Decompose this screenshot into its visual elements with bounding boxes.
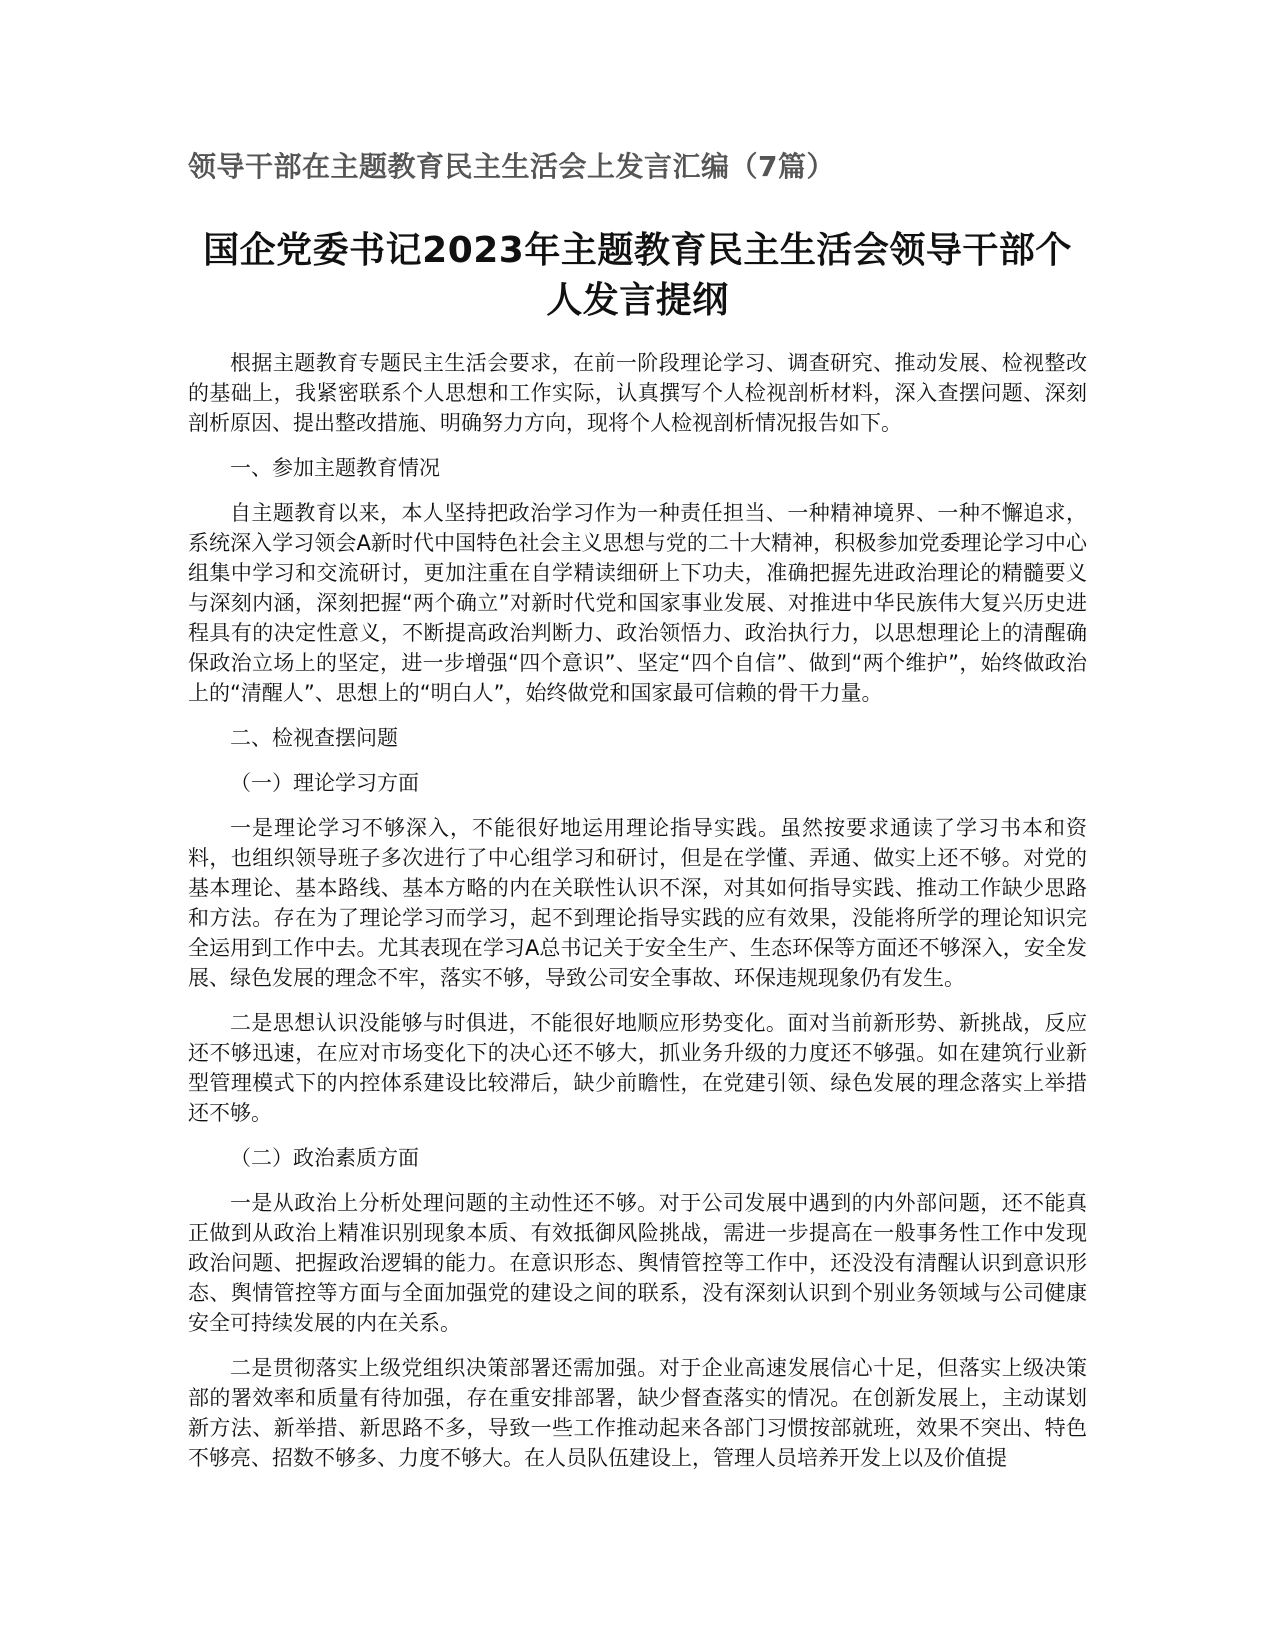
paragraph-theory-2: 二是思想认识没能够与时俱进，不能很好地顺应形势变化。面对当前新形势、新挑战，反应还不够迅速，在应对市场变化下的决心还不够大，抓业务升级的力度还不够强。如在建筑行业新型管理模式下的内控体系建设比较滞后，缺少前瞻性，在党建引领、绿色发展的理念落实上举措还不够。 bbox=[188, 1011, 1087, 1125]
subsection-heading-politics: （二）政治素质方面 bbox=[230, 1146, 419, 1170]
collection-title: 领导干部在主题教育民主生活会上发言汇编（7篇） bbox=[188, 150, 835, 183]
paragraph-participation: 自主题教育以来，本人坚持把政治学习作为一种责任担当、一种精神境界、一种不懈追求，系统深入学习领会A新时代中国特色社会主义思想与党的二十大精神，积极参加党委理论学习中心组集中学习和交流研讨，更加注重在自学精读细研上下功夫，准确把握先进政治理论的精髓要义与深刻内涵，深刻把握“两个确立”对新时代党和国家事业发展、对推进中华民族伟大复兴历史进程具有的决定性意义，不断提高政治判断力、政治领悟力、政治执行力，以思想理论上的清醒确保政治立场上的坚定，进一步增强“四个意识”、坚定“四个自信”、做到“两个维护”，始终做政治上的“清醒人”、思想上的“明白人”，始终做党和国家最可信赖的骨干力量。 bbox=[188, 501, 1087, 705]
speech-title: 国企党委书记2023年主题教育民主生活会领导干部个人发言提纲 bbox=[203, 230, 1072, 321]
paragraph-theory-1: 一是理论学习不够深入，不能很好地运用理论指导实践。虽然按要求通读了学习书本和资料，也组织领导班子多次进行了中心组学习和研讨，但是在学懂、弄通、做实上还不够。对党的基本理论、基本路线、基本方略的内在关联性认识不深，对其如何指导实践、推动工作缺少思路和方法。存在为了理论学习而学习，起不到理论指导实践的应有效果，没能将所学的理论知识完全运用到工作中去。尤其表现在学习A总书记关于安全生产、生态环保等方面还不够深入，安全发展、绿色发展的理念不牢，落实不够，导致公司安全事故、环保违规现象仍有发生。 bbox=[188, 816, 1087, 990]
section-heading-problems: 二、检视查摆问题 bbox=[230, 726, 398, 750]
paragraph-intro: 根据主题教育专题民主生活会要求，在前一阶段理论学习、调查研究、推动发展、检视整改的基础上，我紧密联系个人思想和工作实际，认真撰写个人检视剖析材料，深入查摆问题、深刻剖析原因、提出整改措施、明确努力方向，现将个人检视剖析情况报告如下。 bbox=[188, 351, 1087, 435]
paragraph-politics-1: 一是从政治上分析处理问题的主动性还不够。对于公司发展中遇到的内外部问题，还不能真正做到从政治上精准识别现象本质、有效抵御风险挑战，需进一步提高在一般事务性工作中发现政治问题、把握政治逻辑的能力。在意识形态、舆情管控等工作中，还没没有清醒认识到意识形态、舆情管控等方面与全面加强党的建设之间的联系，没有深刻认识到个别业务领域与公司健康安全可持续发展的内在关系。 bbox=[188, 1191, 1087, 1335]
section-heading-participation: 一、参加主题教育情况 bbox=[230, 456, 440, 480]
subsection-heading-theory: （一）理论学习方面 bbox=[230, 771, 419, 795]
paragraph-politics-2: 二是贯彻落实上级党组织决策部署还需加强。对于企业高速发展信心十足，但落实上级决策部的署效率和质量有待加强，存在重安排部署，缺少督查落实的情况。在创新发展上，主动谋划新方法、新举措、新思路不多，导致一些工作推动起来各部门习惯按部就班，效果不突出、特色不够亮、招数不够多、力度不够大。在人员队伍建设上，管理人员培养开发上以及价值提 bbox=[188, 1356, 1087, 1470]
